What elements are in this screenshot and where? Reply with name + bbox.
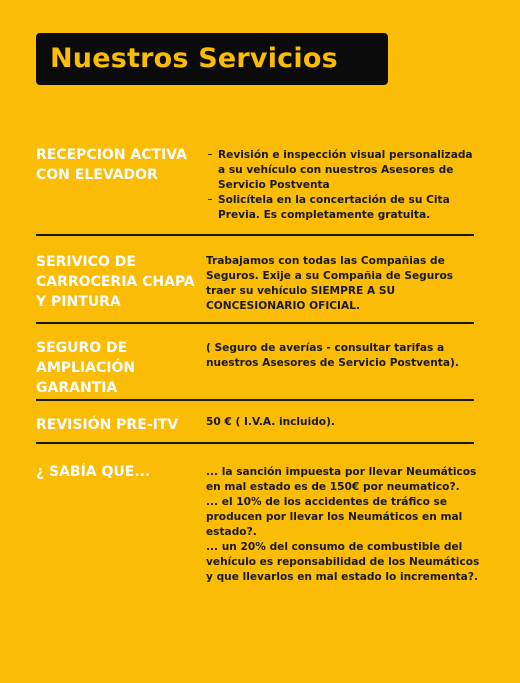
- service-label: RECEPCION ACTIVA CON ELEVADOR: [36, 147, 188, 183]
- service-seguro-ampliacion: [36, 338, 476, 398]
- service-price: 50 € ( I.V.A. incluido).: [206, 416, 335, 428]
- service-label: ¿ SABÍA QUE...: [36, 464, 151, 480]
- list-item: ... el 10% de los accidentes de tráfico se producen por llevar los Neumáticos en mal estado?.: [206, 496, 463, 538]
- divider: [36, 322, 474, 324]
- service-description: [210, 148, 482, 223]
- page-title: Nuestros Servicios: [50, 43, 338, 74]
- list-item: Solicítela en la concertación de su Cita Previa. Es completamente gratuita.: [210, 193, 482, 223]
- list-item: Revisión e inspección visual personalizada a su vehículo con nuestros Asesores de Servicio Postventa: [210, 148, 482, 193]
- list-item: ... la sanción impuesta por llevar Neumáticos en mal estado es de 150€ por neumatico?.: [206, 466, 477, 493]
- service-label: SERIVICO DE CARROCERIA CHAPA Y PINTURA: [36, 254, 195, 310]
- service-label: SEGURO DE AMPLIACIÓN GARANTIA: [36, 340, 136, 396]
- title-banner: [36, 33, 388, 85]
- divider: [36, 399, 474, 401]
- sabia-que-section: [36, 462, 480, 592]
- fact-list: [206, 465, 481, 585]
- service-recepcion-activa: [36, 145, 476, 235]
- list-item: ... un 20% del consumo de combustible del vehículo es reponsabilidad de los Neumáticos y que llevarlos en mal estado lo incrementa?.: [206, 541, 480, 583]
- service-carroceria: [36, 252, 476, 322]
- divider: [36, 234, 474, 236]
- service-description: Trabajamos con todas las Compañias de Seguros. Exije a su Compañia de Seguros traer su vehículo SIEMPRE A SU CONCESIONARIO OFICIAL.: [206, 255, 454, 312]
- service-description: ( Seguro de averías - consultar tarifas a nuestros Asesores de Servicio Postventa).: [206, 342, 459, 369]
- service-revision-pre-itv: [36, 415, 476, 439]
- service-label: REVISIÓN PRE-ITV: [36, 417, 179, 433]
- divider: [36, 442, 474, 444]
